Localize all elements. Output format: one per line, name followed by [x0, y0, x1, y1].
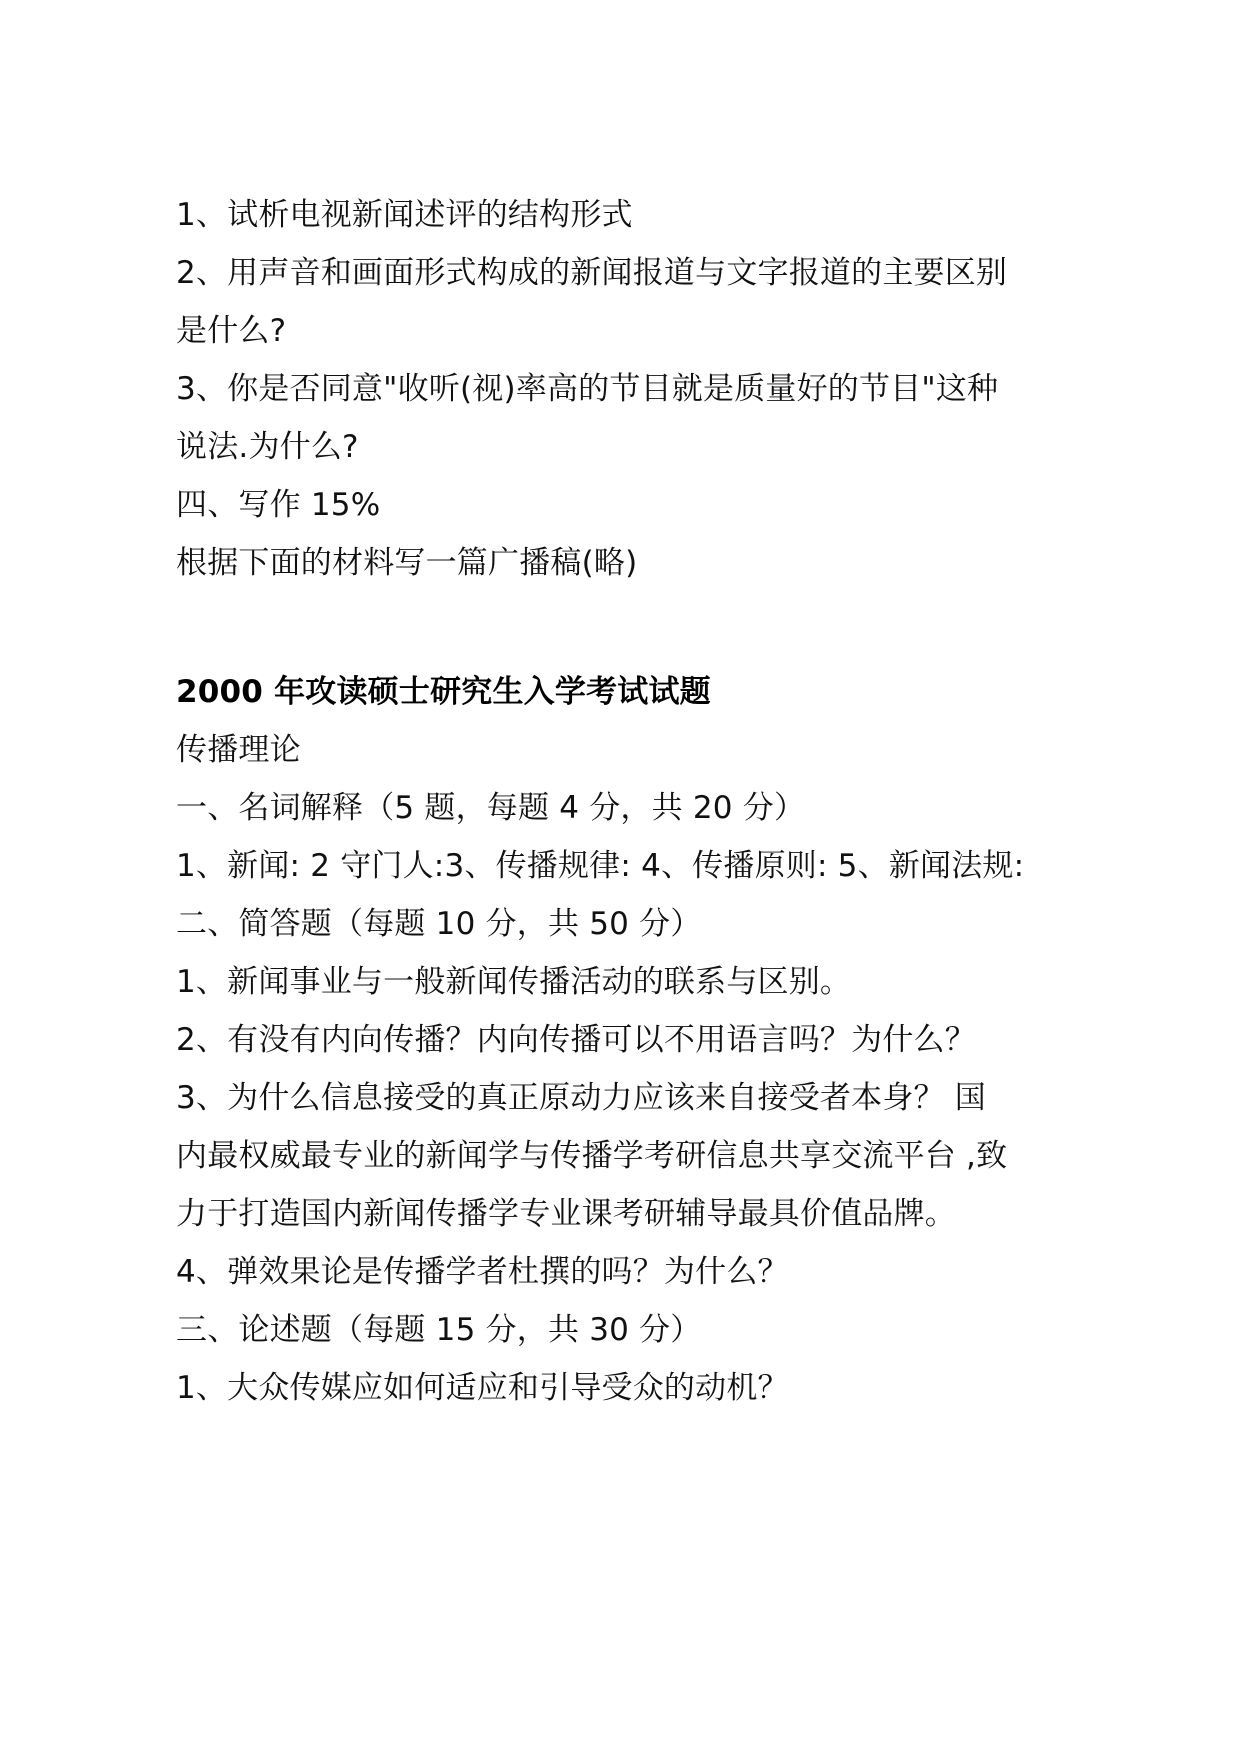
exam-title: 2000 年攻读硕士研究生入学考试试题 [176, 674, 711, 710]
part-2-heading: 二、简答题（每题 10 分，共 50 分） [176, 906, 702, 942]
part-2-question-4: 4、弹效果论是传播学者杜撰的吗？为什么？ [176, 1254, 789, 1290]
question-2-line-1: 2、用声音和画面形式构成的新闻报道与文字报道的主要区别 [176, 255, 1008, 291]
part-1-terms: 1、新闻: 2 守门人:3、传播规律: 4、传播原则: 5、新闻法规: [176, 848, 1025, 884]
part-3-question-1: 1、大众传媒应如何适应和引导受众的动机？ [176, 1370, 789, 1406]
part-3-heading: 三、论述题（每题 15 分，共 30 分） [176, 1312, 702, 1348]
question-1: 1、试析电视新闻述评的结构形式 [176, 197, 633, 233]
part-2-question-2: 2、有没有内向传播？内向传播可以不用语言吗？为什么？ [176, 1022, 976, 1058]
part-2-question-3-line-1: 3、为什么信息接受的真正原动力应该来自接受者本身？ 国 [176, 1080, 986, 1116]
question-2-line-2: 是什么? [176, 313, 287, 349]
question-3-line-2: 说法.为什么? [176, 429, 359, 465]
writing-prompt: 根据下面的材料写一篇广播稿(略) [176, 545, 638, 581]
question-3-line-1: 3、你是否同意"收听(视)率高的节目就是质量好的节目"这种 [176, 371, 999, 407]
part-2-question-3-line-3: 力于打造国内新闻传播学专业课考研辅导最具价值品牌。 [176, 1196, 956, 1232]
part-1-heading: 一、名词解释（5 题，每题 4 分，共 20 分） [176, 790, 806, 826]
exam-subject: 传播理论 [176, 732, 301, 768]
part-2-question-3-line-2: 内最权威最专业的新闻学与传播学考研信息共享交流平台 ,致 [176, 1138, 1008, 1174]
writing-heading: 四、写作 15% [176, 487, 381, 523]
part-2-question-1: 1、新闻事业与一般新闻传播活动的联系与区别。 [176, 964, 852, 1000]
